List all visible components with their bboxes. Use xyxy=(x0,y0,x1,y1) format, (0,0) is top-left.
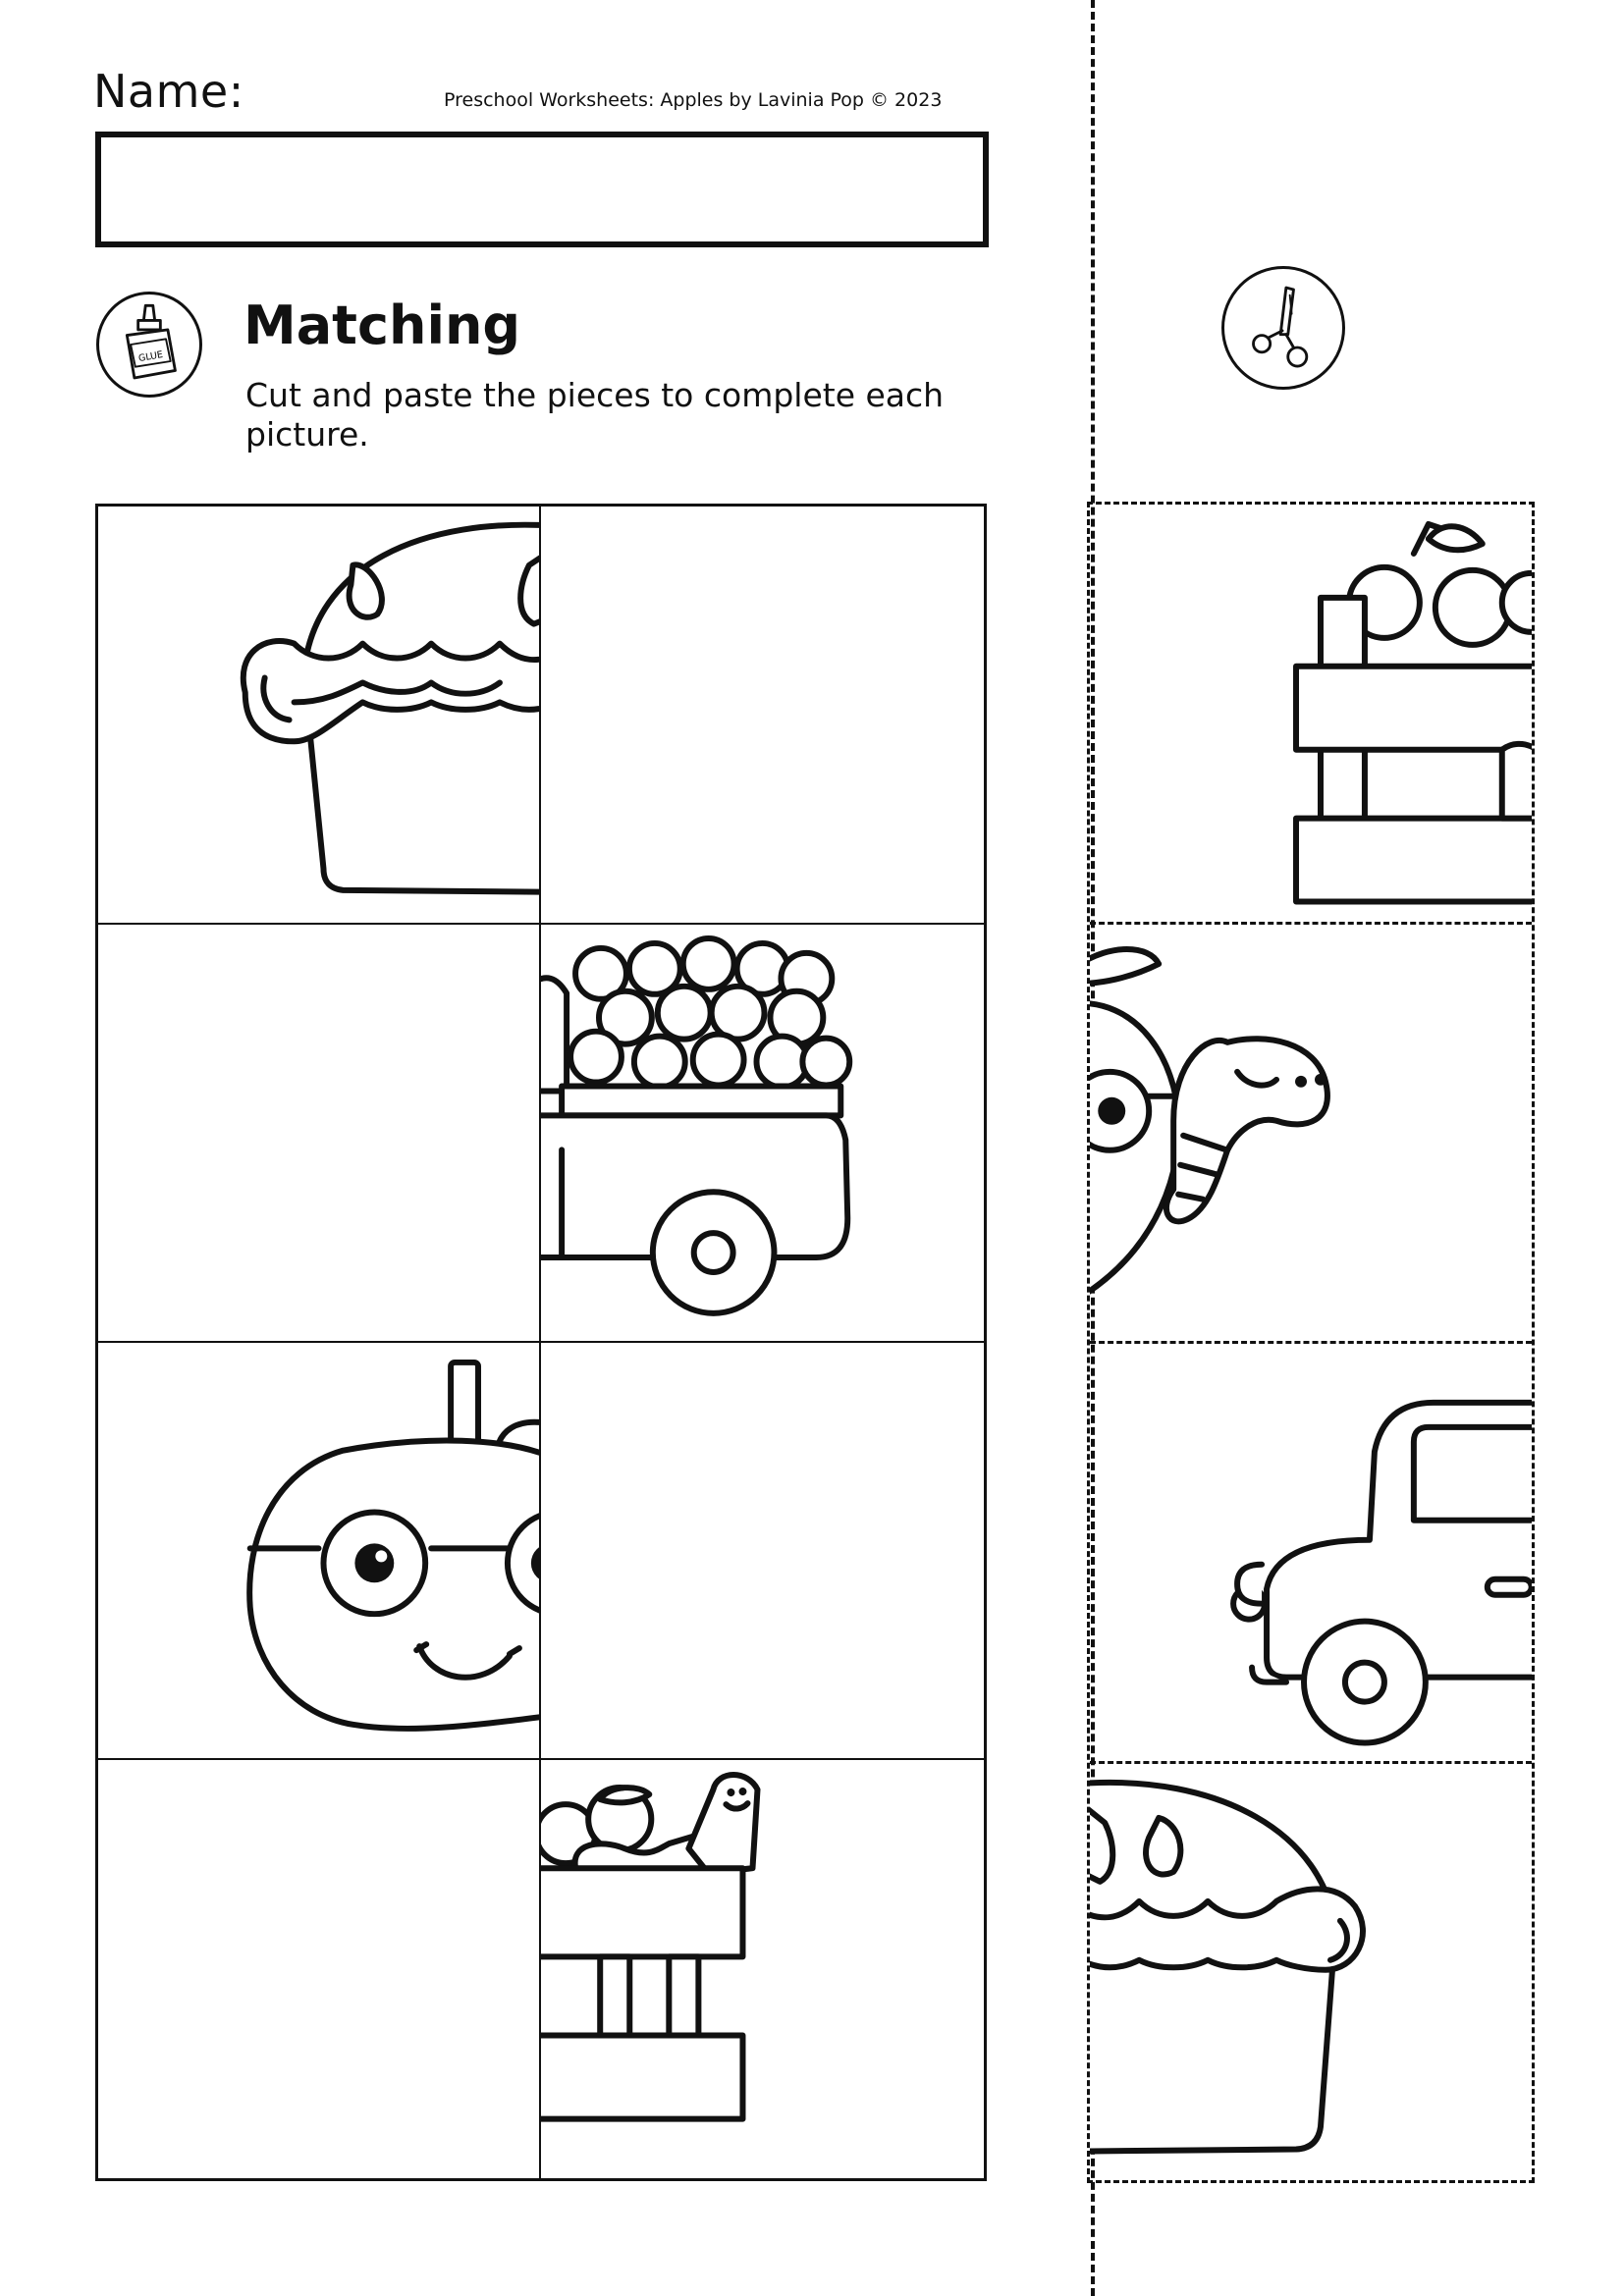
name-label: Name: xyxy=(93,65,244,118)
apple-pie-left-half-icon xyxy=(98,507,539,923)
matching-grid xyxy=(95,504,987,2181)
scissors-icon xyxy=(1221,266,1345,390)
grid-cell-pie-left xyxy=(98,507,541,925)
apple-pie-right-half-icon xyxy=(1090,1764,1532,2181)
apple-truck-right-half-icon xyxy=(541,925,984,1341)
grid-cell-empty[interactable] xyxy=(98,1760,541,2178)
apple-crate-left-half-icon xyxy=(1090,505,1532,922)
cut-out-pieces-strip xyxy=(1087,502,1535,2183)
worm-in-apple-right-half-icon xyxy=(1090,925,1532,1342)
apple-with-glasses-left-half-icon xyxy=(98,1343,539,1759)
grid-cell-empty[interactable] xyxy=(98,925,541,1343)
grid-cell-apple-left xyxy=(98,1343,541,1761)
truck-cab-left-half-icon xyxy=(1090,1344,1532,1761)
grid-cell-crate-right xyxy=(541,1760,984,2178)
name-input-box[interactable] xyxy=(95,132,989,247)
cut-piece-crate[interactable] xyxy=(1090,505,1532,925)
cut-piece-pie[interactable] xyxy=(1090,1764,1532,2181)
grid-cell-empty[interactable] xyxy=(541,507,984,925)
grid-cell-empty[interactable] xyxy=(541,1343,984,1761)
glue-icon xyxy=(96,292,202,398)
apple-crate-with-worm-right-half-icon xyxy=(541,1760,984,2178)
cut-piece-worm[interactable] xyxy=(1090,925,1532,1345)
glue-label: GLUE xyxy=(137,348,164,365)
grid-cell-truck-right xyxy=(541,925,984,1343)
apple-pile-icon xyxy=(570,938,849,1088)
activity-instructions: Cut and paste the pieces to complete each picture. xyxy=(245,376,945,454)
worksheet-credit: Preschool Worksheets: Apples by Lavinia Pop © 2023 xyxy=(444,89,943,111)
cut-piece-truck[interactable] xyxy=(1090,1344,1532,1764)
activity-title: Matching xyxy=(244,294,521,356)
